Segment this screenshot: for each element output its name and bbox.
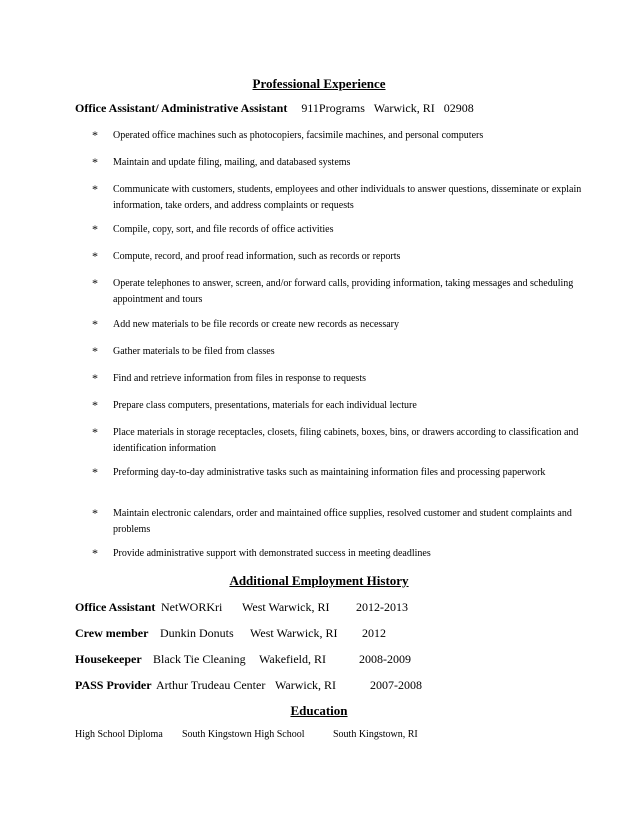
job-zip: 02908: [443, 101, 474, 115]
job-location: Warwick, RI: [373, 101, 435, 115]
bullet-star-icon: *: [92, 506, 98, 520]
employment-location: Wakefield, RI: [259, 652, 327, 666]
education-degree: High School Diploma: [75, 729, 163, 740]
bullet-star-icon: *: [92, 371, 98, 385]
education-location: South Kingstown, RI: [333, 729, 418, 740]
bullet-star-icon: *: [92, 182, 98, 196]
employment-role: PASS Provider: [75, 678, 152, 692]
employment-role: Crew member: [75, 626, 149, 640]
employment-employer: Dunkin Donuts: [160, 626, 234, 640]
employment-location: West Warwick, RI: [250, 626, 338, 640]
job-employer: 911Programs: [301, 101, 365, 115]
employment-role: Office Assistant: [75, 600, 156, 614]
duty-text: Provide administrative support with demonstrated success in meeting deadlines: [113, 548, 431, 559]
additional-employment-heading: Additional Employment History: [229, 573, 409, 588]
employment-location: West Warwick, RI: [242, 600, 330, 614]
bullet-star-icon: *: [92, 465, 98, 479]
bullet-star-icon: *: [92, 128, 98, 142]
employment-employer: NetWORKri: [161, 600, 223, 614]
bullet-star-icon: *: [92, 249, 98, 263]
duty-text: Prepare class computers, presentations, materials for each individual lecture: [113, 400, 417, 411]
professional-experience-heading: Professional Experience: [252, 76, 386, 91]
employment-location: Warwick, RI: [275, 678, 337, 692]
job-title: Office Assistant/ Administrative Assistant: [75, 101, 288, 115]
bullet-star-icon: *: [92, 222, 98, 236]
duty-text: Compute, record, and proof read information, such as records or reports: [113, 251, 401, 262]
employment-dates: 2012: [362, 626, 386, 640]
duty-text: Operated office machines such as photocopiers, facsimile machines, and personal computers: [113, 130, 484, 141]
employment-dates: 2008-2009: [359, 652, 411, 666]
bullet-star-icon: *: [92, 425, 98, 439]
bullet-star-icon: *: [92, 276, 98, 290]
employment-role: Housekeeper: [75, 652, 142, 666]
duty-text: Find and retrieve information from files in response to requests: [113, 373, 366, 384]
employment-employer: Black Tie Cleaning: [153, 652, 246, 666]
duty-text: Gather materials to be filed from classes: [113, 346, 275, 357]
duty-text: Maintain and update filing, mailing, and databased systems: [113, 157, 351, 168]
bullet-star-icon: *: [92, 344, 98, 358]
duty-text: Compile, copy, sort, and file records of office activities: [113, 224, 334, 235]
employment-dates: 2012-2013: [356, 600, 408, 614]
bullet-star-icon: *: [92, 398, 98, 412]
duty-text: Preforming day-to-day administrative tasks such as maintaining information files and processing paperwork: [113, 467, 546, 478]
duty-text: Add new materials to be file records or create new records as necessary: [113, 319, 399, 330]
education-heading: Education: [290, 703, 348, 718]
duty-text: Place materials in storage receptacles, closets, filing cabinets, boxes, bins, or drawers according to classification and identification information: [113, 427, 579, 454]
duty-text: Operate telephones to answer, screen, and/or forward calls, providing information, taking messages and scheduling appointment and tours: [113, 278, 574, 305]
bullet-star-icon: *: [92, 317, 98, 331]
employment-dates: 2007-2008: [370, 678, 422, 692]
education-school: South Kingstown High School: [182, 729, 305, 740]
bullet-star-icon: *: [92, 155, 98, 169]
bullet-star-icon: *: [92, 546, 98, 560]
duty-text: Maintain electronic calendars, order and maintained office supplies, resolved customer and student complaints and problems: [113, 508, 572, 535]
duty-text: Communicate with customers, students, employees and other individuals to answer questions, disseminate or explain information, take orders, and address complaints or requests: [113, 184, 582, 211]
employment-employer: Arthur Trudeau Center: [156, 678, 266, 692]
job-title-line: [75, 101, 474, 116]
